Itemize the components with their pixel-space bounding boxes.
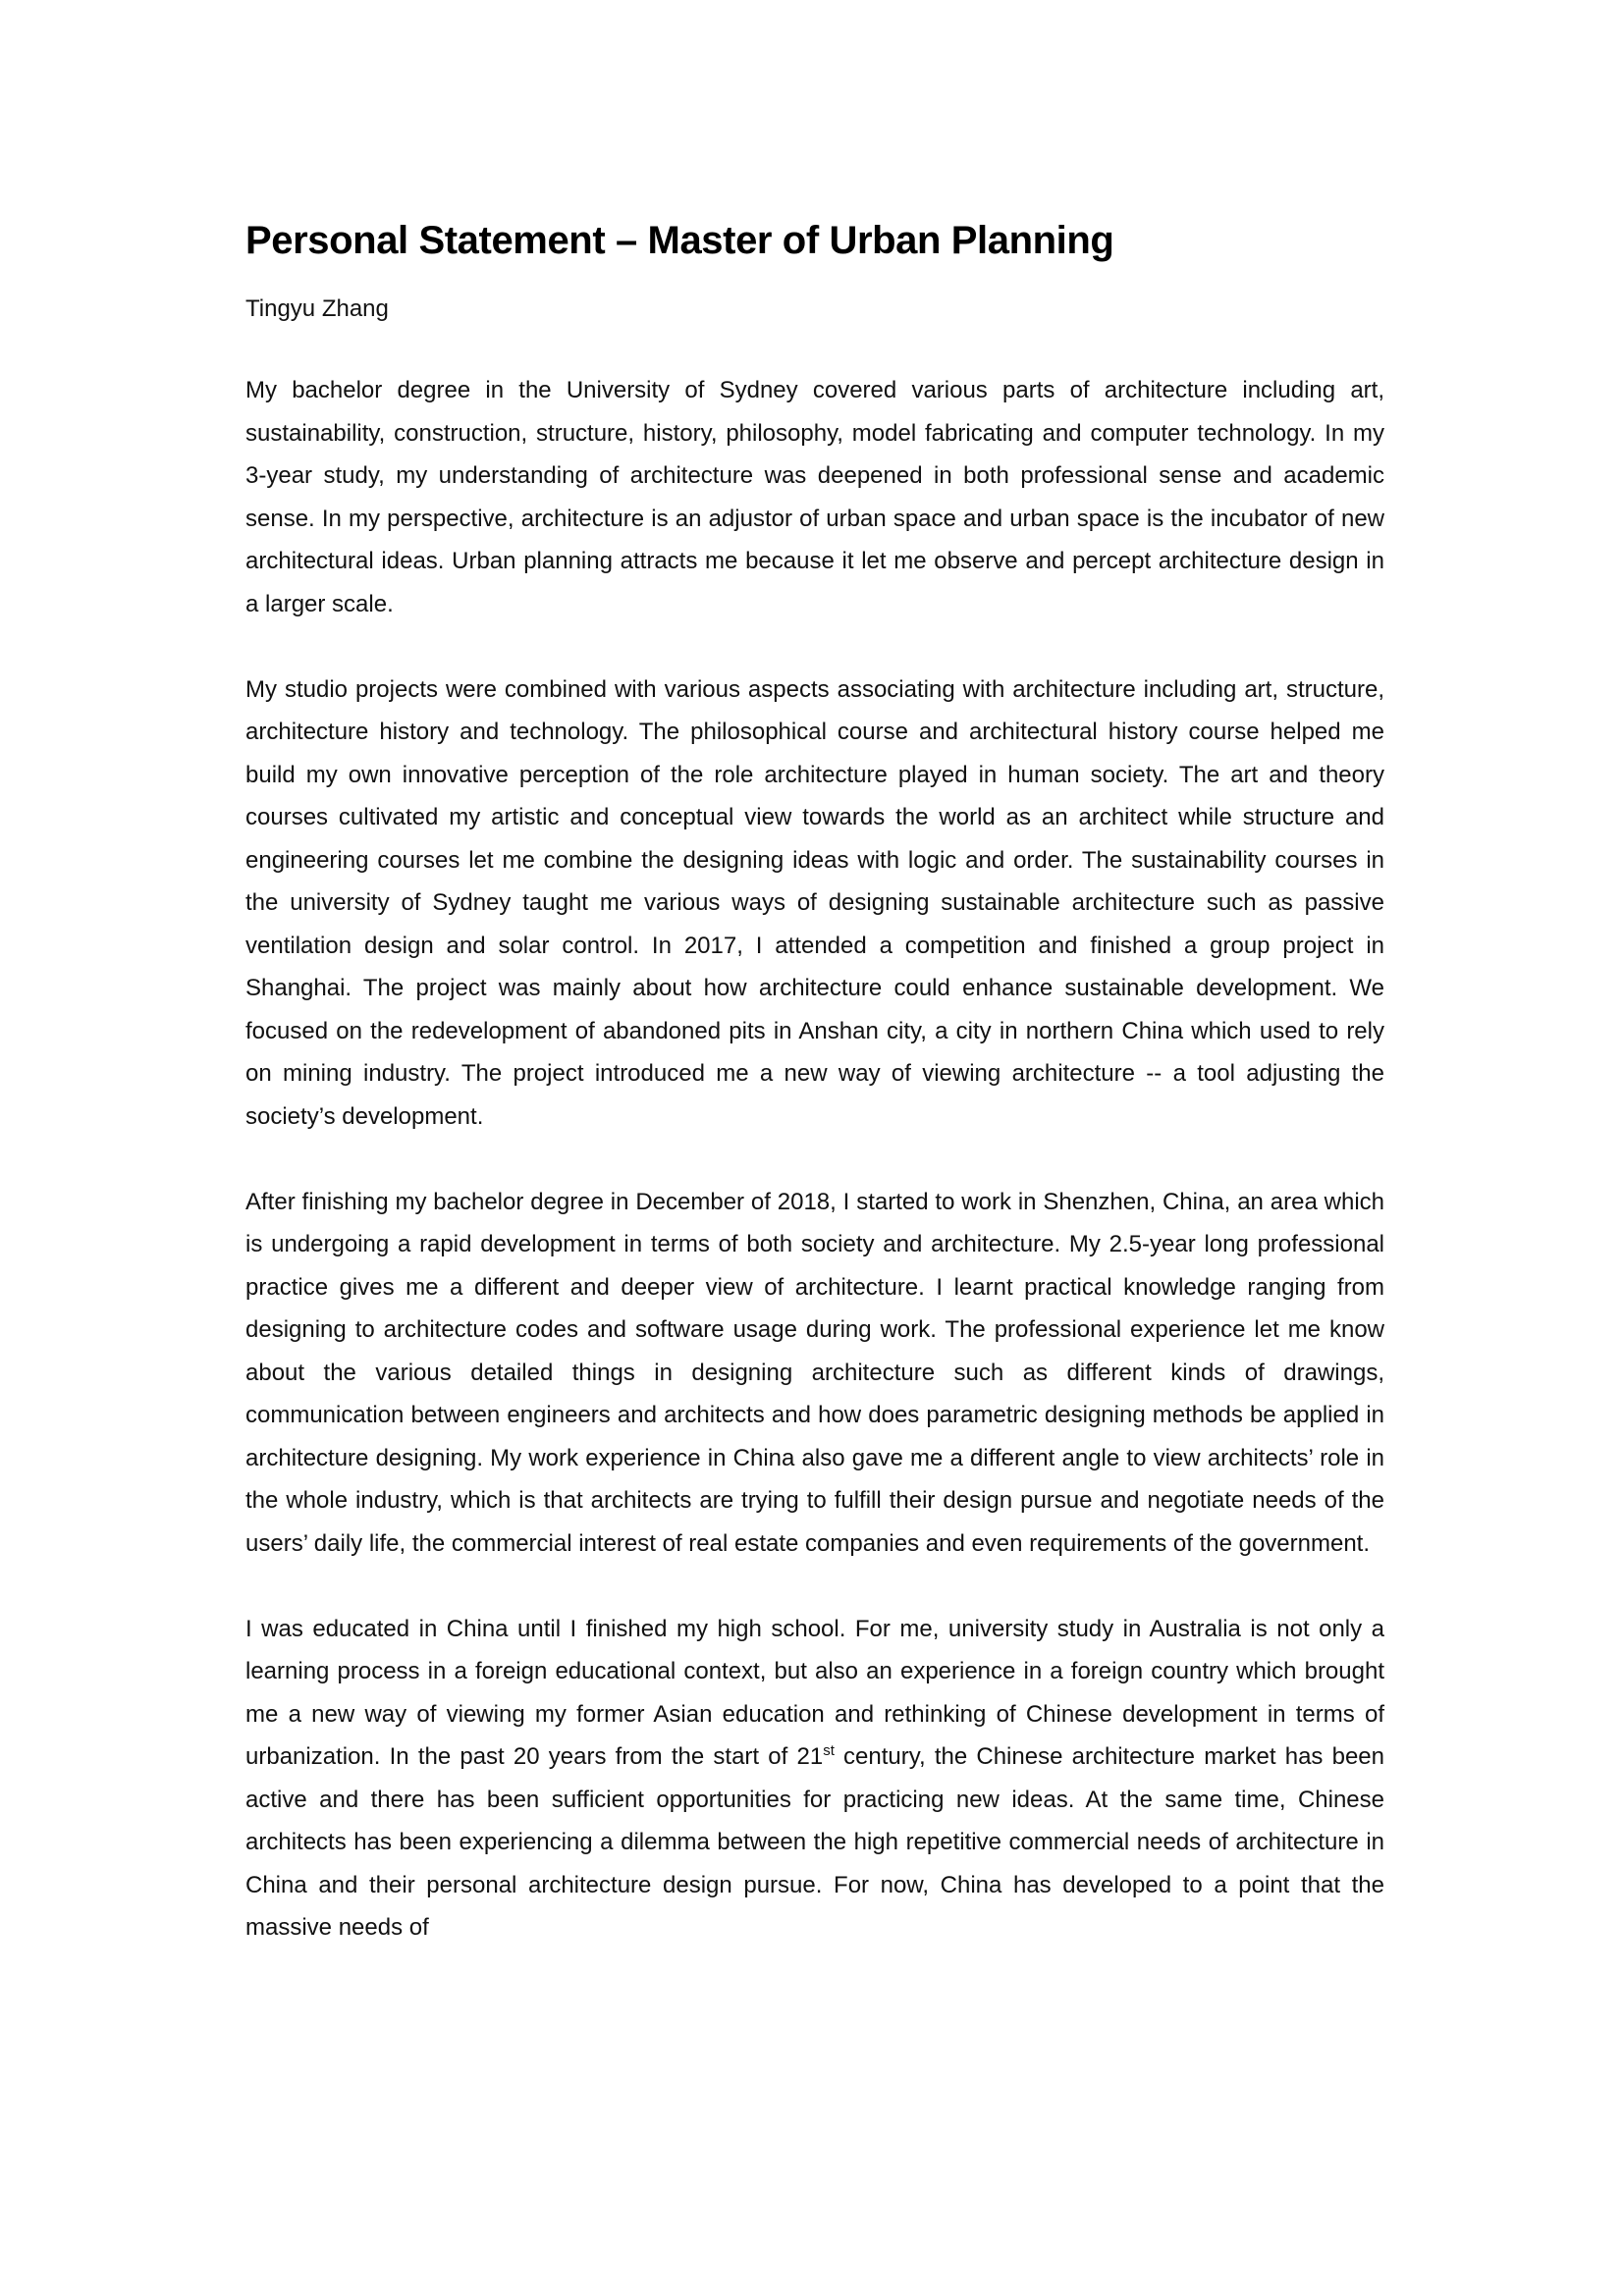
- paragraph-background: [245, 1608, 1384, 1949]
- paragraph-work-experience: After finishing my bachelor degree in December of 2018, I started to work in Shenzhen, China, an area which is undergoing a rapid development in terms of both society and architecture. My 2.5-year long professional practice gives me a different and deeper view of architecture. I learnt practical knowledge ranging from designing to architecture codes and software usage during work. The professional experience let me know about the various detailed things in designing architecture such as different kinds of drawings, communication between engineers and architects and how does parametric designing methods be applied in architecture designing. My work experience in China also gave me a different angle to view architects’ role in the whole industry, which is that architects are trying to fulfill their design pursue and negotiate needs of the users’ daily life, the commercial interest of real estate companies and even requirements of the government.: [245, 1188, 1384, 1557]
- ordinal-suffix: st: [823, 1742, 835, 1759]
- paragraph-background-text-end: century, the Chinese architecture market has been active and there has been sufficient opportunities for practicing new ideas. At the same time, Chinese architects has been experiencing a dilemma between the high repetitive commercial needs of architecture in China and their personal architecture design pursue. For now, China has developed to a point that the massive needs of: [245, 1743, 1385, 1941]
- paragraph-background-text-start: I was educated in China until I finished my high school. For me, university study in Australia is not only a learning process in a foreign educational context, but also an experience in a foreign country which brought me a new way of viewing my former Asian education and rethinking of Chinese development in terms of urbanization. In the past 20 years from the start of 21: [245, 1615, 1384, 1770]
- paragraph-studio-projects: My studio projects were combined with various aspects associating with architecture including art, structure, architecture history and technology. The philosophical course and architectural history course helped me build my own innovative perception of the role architecture played in human society. The art and theory courses cultivated my artistic and conceptual view towards the world as an architect while structure and engineering courses let me combine the designing ideas with logic and order. The sustainability courses in the university of Sydney taught me various ways of designing sustainable architecture such as passive ventilation design and solar control. In 2017, I attended a competition and finished a group project in Shanghai. The project was mainly about how architecture could enhance sustainable development. We focused on the redevelopment of abandoned pits in Anshan city, a city in northern China which used to rely on mining industry. The project introduced me a new way of viewing architecture -- a tool adjusting the society’s development.: [245, 675, 1384, 1130]
- document-body: [245, 211, 1384, 1949]
- author-name: Tingyu Zhang: [245, 295, 389, 322]
- paragraph-education: My bachelor degree in the University of Sydney covered various parts of architecture including art, sustainability, construction, structure, history, philosophy, model fabricating and computer technology. In my 3-year study, my understanding of architecture was deepened in both professional sense and academic sense. In my perspective, architecture is an adjustor of urban space and urban space is the incubator of new architectural ideas. Urban planning attracts me because it let me observe and percept architecture design in a larger scale.: [245, 377, 1384, 617]
- document-title: Personal Statement – Master of Urban Planning: [245, 219, 1114, 262]
